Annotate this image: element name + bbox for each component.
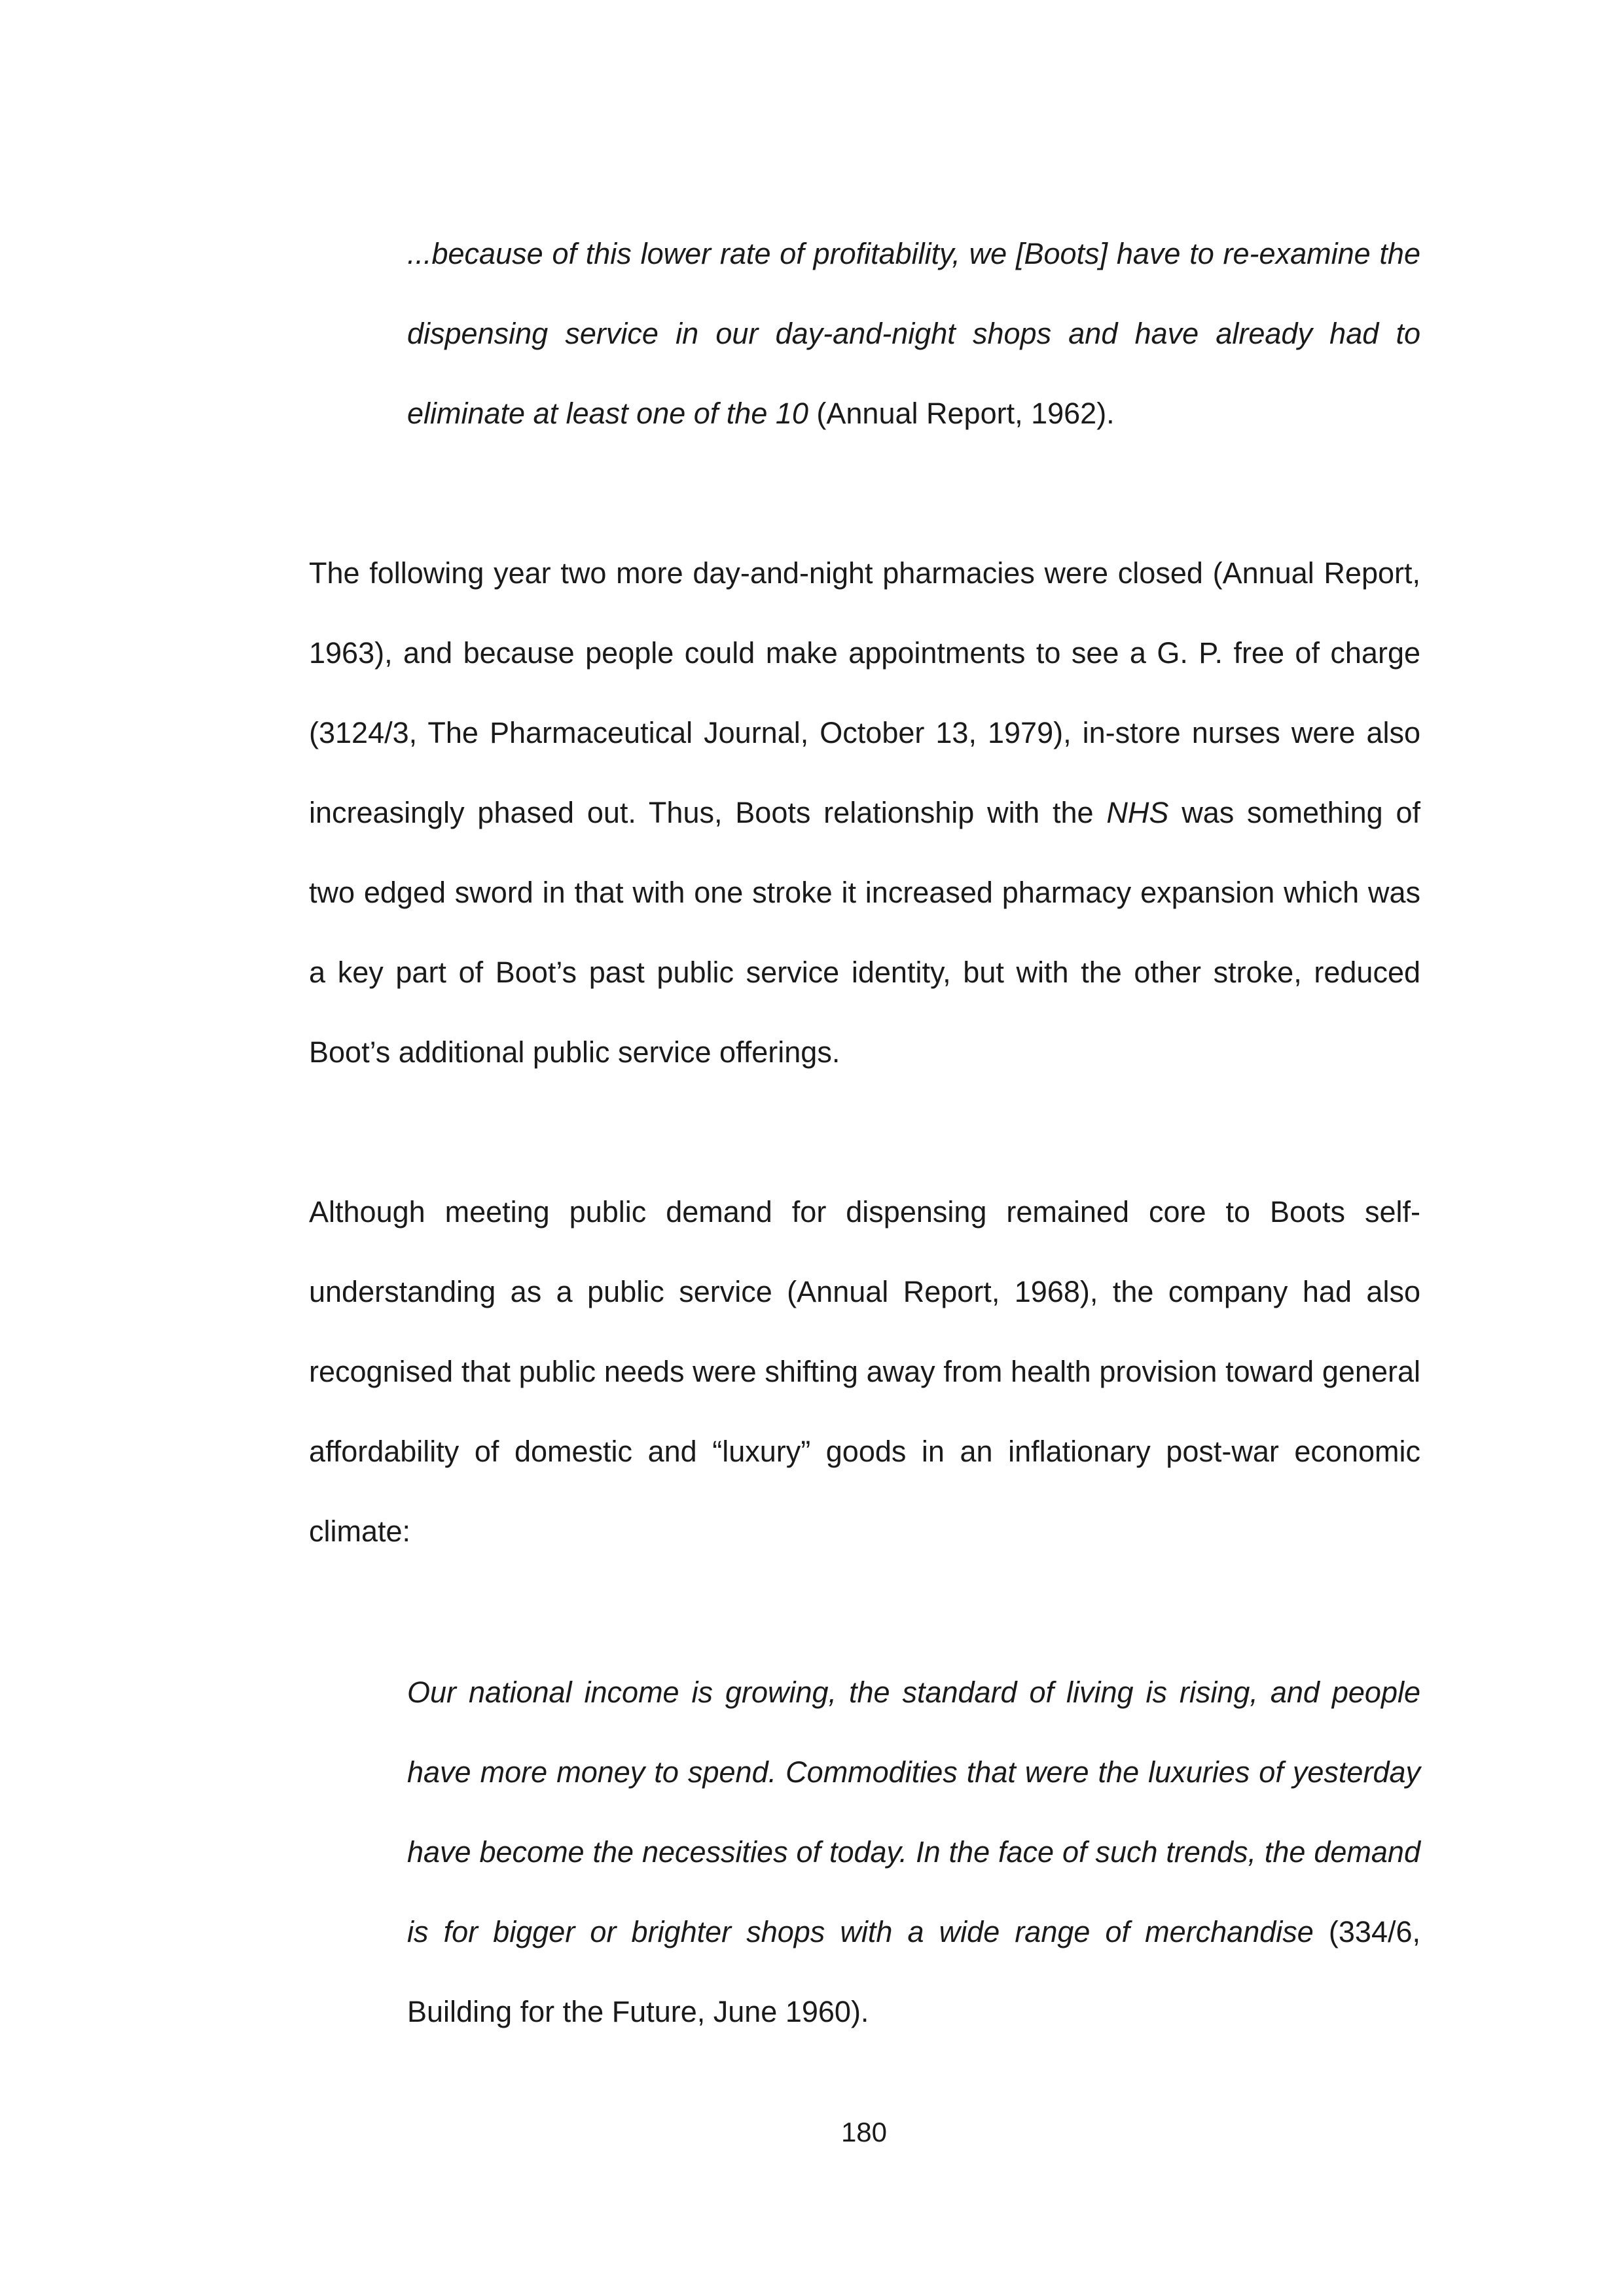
page-number: 180 <box>840 2117 888 2147</box>
quote-citation: (334/6, Building for the Future, June 1960). <box>407 1915 1420 2028</box>
quote-text: ...because of this lower rate of profitability, we [Boots] have to re-examine the dispensing service in our day-and-night shops and have already had to eliminate at least one of the 10 <box>407 237 1420 430</box>
block-quote-building-for-the-future <box>407 1653 1420 2052</box>
paragraph-public-demand <box>309 1172 1420 1571</box>
quote-text: Our national income is growing, the standard of living is rising, and people have more money to spend. Commodities that were the luxuries of yesterday have become the necessities of today. In the face of such trends, the demand is for bigger or brighter shops with a wide range of merchandise <box>407 1676 1420 1948</box>
paragraph-text: The following year two more day-and-night pharmacies were closed (Annual Report, 1963), and because people could make appointments to see a G. P. free of charge (3124/3, The Pharmaceutical Journal, October 13, 1979), in-store nurses were also increasingly phased out. Thus, Boots relationship with the <box>309 556 1420 829</box>
paragraph-text: Although meeting public demand for dispensing remained core to Boots self-understanding as a public service (Annual Report, 1968), the company had also recognised that public needs were shifting away from health provision toward general affordability of domestic and “luxury” goods in an inflationary post-war economic climate: <box>309 1195 1420 1548</box>
block-quote-annual-report-1962 <box>407 214 1420 454</box>
paragraph-pharmacy-closures <box>309 533 1420 1092</box>
paragraph-text-continued: was something of two edged sword in that with one stroke it increased pharmacy expansion which was a key part of Boot’s past public service identity, but with the other stroke, reduced Boot’s additional public service offerings. <box>309 796 1420 1069</box>
quote-citation: (Annual Report, 1962). <box>808 397 1115 430</box>
nhs-term: NHS <box>1106 796 1169 829</box>
